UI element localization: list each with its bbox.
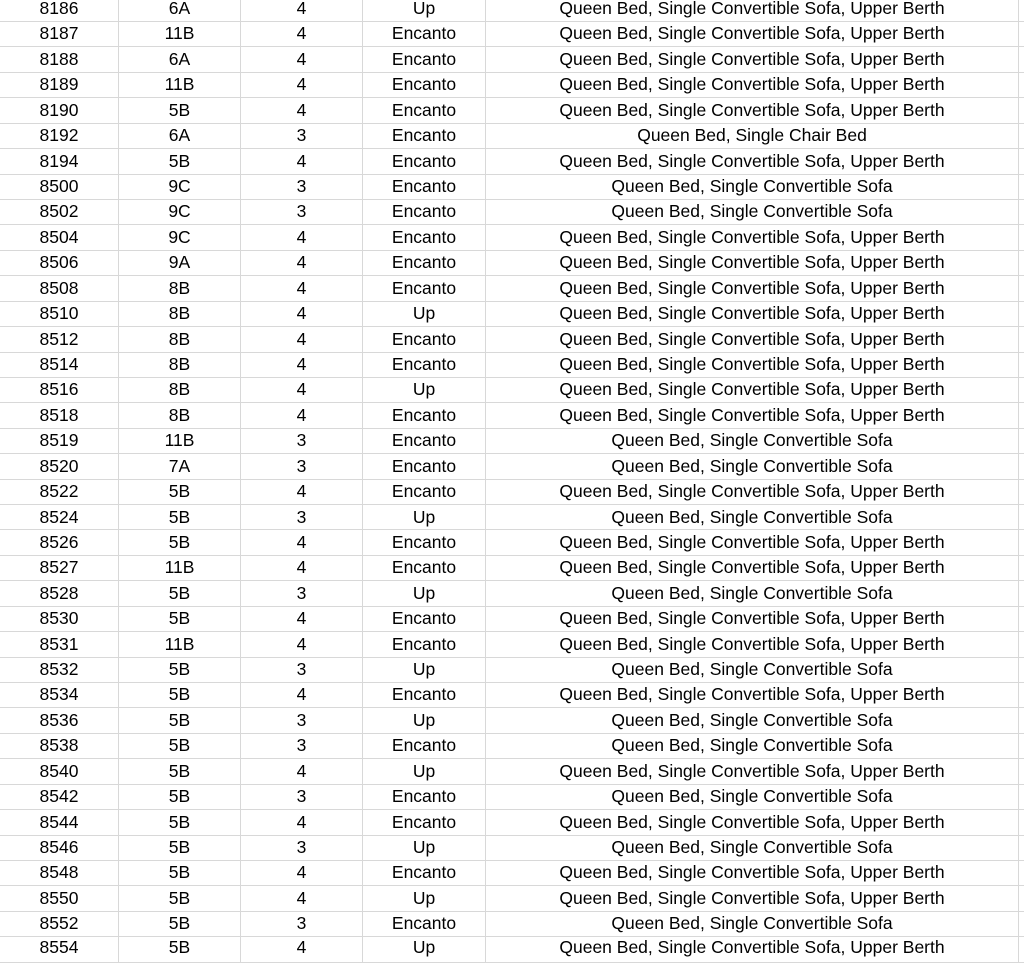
- cell-cabin-number[interactable]: 8190: [0, 98, 119, 122]
- cell-edge-sliver: [1019, 0, 1024, 21]
- cell-capacity[interactable]: 4: [241, 556, 363, 580]
- table-row: [0, 302, 1024, 327]
- table-row: [0, 429, 1024, 454]
- cell-category[interactable]: 6A: [119, 0, 241, 21]
- cell-capacity[interactable]: 3: [241, 175, 363, 199]
- cell-edge-sliver: [1019, 429, 1024, 453]
- cell-category[interactable]: 11B: [119, 556, 241, 580]
- cell-category[interactable]: 5B: [119, 708, 241, 732]
- cell-edge-sliver: [1019, 98, 1024, 122]
- cell-show[interactable]: Encanto: [363, 785, 486, 809]
- cell-bed-configuration[interactable]: Queen Bed, Single Convertible Sofa: [486, 912, 1019, 936]
- cell-show[interactable]: Encanto: [363, 480, 486, 504]
- cell-bed-configuration[interactable]: Queen Bed, Single Convertible Sofa, Upper Berth: [486, 759, 1019, 783]
- cell-bed-configuration[interactable]: Queen Bed, Single Convertible Sofa: [486, 200, 1019, 224]
- cell-category[interactable]: 6A: [119, 124, 241, 148]
- cell-bed-configuration[interactable]: Queen Bed, Single Convertible Sofa, Upper Berth: [486, 632, 1019, 656]
- cell-show[interactable]: Encanto: [363, 683, 486, 707]
- cell-category[interactable]: 5B: [119, 759, 241, 783]
- table-row: [0, 73, 1024, 98]
- cell-bed-configuration[interactable]: Queen Bed, Single Convertible Sofa, Upper Berth: [486, 353, 1019, 377]
- cell-cabin-number[interactable]: 8506: [0, 251, 119, 275]
- cell-capacity[interactable]: 4: [241, 0, 363, 21]
- table-row: [0, 200, 1024, 225]
- cell-edge-sliver: [1019, 225, 1024, 249]
- cell-show[interactable]: Encanto: [363, 530, 486, 554]
- cell-edge-sliver: [1019, 251, 1024, 275]
- cell-capacity[interactable]: 4: [241, 378, 363, 402]
- cell-show[interactable]: Encanto: [363, 861, 486, 885]
- cell-capacity[interactable]: 4: [241, 22, 363, 46]
- table-row: [0, 276, 1024, 301]
- cell-bed-configuration[interactable]: Queen Bed, Single Convertible Sofa: [486, 708, 1019, 732]
- cell-cabin-number[interactable]: 8526: [0, 530, 119, 554]
- cell-edge-sliver: [1019, 530, 1024, 554]
- cell-capacity[interactable]: 4: [241, 759, 363, 783]
- table-row: [0, 632, 1024, 657]
- cell-cabin-number[interactable]: 8502: [0, 200, 119, 224]
- cell-category[interactable]: 5B: [119, 658, 241, 682]
- cell-category[interactable]: 5B: [119, 505, 241, 529]
- cell-capacity[interactable]: 4: [241, 886, 363, 910]
- cell-show[interactable]: Encanto: [363, 98, 486, 122]
- cell-show[interactable]: Encanto: [363, 251, 486, 275]
- cell-edge-sliver: [1019, 836, 1024, 860]
- table-row: [0, 530, 1024, 555]
- cell-cabin-number[interactable]: 8186: [0, 0, 119, 21]
- cell-bed-configuration[interactable]: Queen Bed, Single Convertible Sofa, Upper Berth: [486, 73, 1019, 97]
- cell-edge-sliver: [1019, 759, 1024, 783]
- cell-show[interactable]: Up: [363, 836, 486, 860]
- cell-edge-sliver: [1019, 276, 1024, 300]
- cell-show[interactable]: Encanto: [363, 429, 486, 453]
- cell-show[interactable]: Up: [363, 658, 486, 682]
- table-row: [0, 734, 1024, 759]
- cell-show[interactable]: Up: [363, 581, 486, 605]
- cell-category[interactable]: 5B: [119, 836, 241, 860]
- cell-category[interactable]: 5B: [119, 861, 241, 885]
- cell-show[interactable]: Encanto: [363, 556, 486, 580]
- table-row: [0, 378, 1024, 403]
- cell-category[interactable]: 6A: [119, 47, 241, 71]
- cell-category[interactable]: 5B: [119, 581, 241, 605]
- cell-cabin-number[interactable]: 8538: [0, 734, 119, 758]
- cell-edge-sliver: [1019, 708, 1024, 732]
- cell-cabin-number[interactable]: 8522: [0, 480, 119, 504]
- cell-bed-configuration[interactable]: Queen Bed, Single Convertible Sofa, Upper Berth: [486, 810, 1019, 834]
- cell-capacity[interactable]: 4: [241, 810, 363, 834]
- table-row: [0, 454, 1024, 479]
- cell-capacity[interactable]: 3: [241, 708, 363, 732]
- cell-show[interactable]: Up: [363, 302, 486, 326]
- cell-show[interactable]: Encanto: [363, 454, 486, 478]
- cell-capacity[interactable]: 3: [241, 429, 363, 453]
- cell-show[interactable]: Up: [363, 937, 486, 961]
- table-row: [0, 708, 1024, 733]
- cell-cabin-number[interactable]: 8554: [0, 937, 119, 961]
- cell-capacity[interactable]: 3: [241, 658, 363, 682]
- cell-edge-sliver: [1019, 454, 1024, 478]
- table-row: [0, 581, 1024, 606]
- cell-capacity[interactable]: 4: [241, 73, 363, 97]
- cell-bed-configuration[interactable]: Queen Bed, Single Chair Bed: [486, 124, 1019, 148]
- cell-category[interactable]: 8B: [119, 353, 241, 377]
- cell-cabin-number[interactable]: 8500: [0, 175, 119, 199]
- cell-capacity[interactable]: 3: [241, 734, 363, 758]
- cell-category[interactable]: 11B: [119, 429, 241, 453]
- cell-category[interactable]: 8B: [119, 302, 241, 326]
- cell-edge-sliver: [1019, 505, 1024, 529]
- cell-edge-sliver: [1019, 22, 1024, 46]
- cell-capacity[interactable]: 4: [241, 251, 363, 275]
- cell-cabin-number[interactable]: 8542: [0, 785, 119, 809]
- cell-cabin-number[interactable]: 8531: [0, 632, 119, 656]
- cell-bed-configuration[interactable]: Queen Bed, Single Convertible Sofa, Upper Berth: [486, 251, 1019, 275]
- cell-edge-sliver: [1019, 556, 1024, 580]
- cell-edge-sliver: [1019, 302, 1024, 326]
- cell-capacity[interactable]: 3: [241, 124, 363, 148]
- cell-show[interactable]: Encanto: [363, 353, 486, 377]
- table-row: [0, 403, 1024, 428]
- cell-cabin-number[interactable]: 8540: [0, 759, 119, 783]
- cell-edge-sliver: [1019, 327, 1024, 351]
- cell-edge-sliver: [1019, 73, 1024, 97]
- table-row: [0, 785, 1024, 810]
- cell-cabin-number[interactable]: 8520: [0, 454, 119, 478]
- table-row: [0, 480, 1024, 505]
- cell-capacity[interactable]: 4: [241, 302, 363, 326]
- cell-capacity[interactable]: 4: [241, 632, 363, 656]
- table-row: [0, 505, 1024, 530]
- table-row: [0, 937, 1024, 962]
- cell-capacity[interactable]: 4: [241, 327, 363, 351]
- cell-show[interactable]: Up: [363, 886, 486, 910]
- table-row: [0, 759, 1024, 784]
- cell-bed-configuration[interactable]: Queen Bed, Single Convertible Sofa: [486, 429, 1019, 453]
- cell-capacity[interactable]: 4: [241, 276, 363, 300]
- cell-bed-configuration[interactable]: Queen Bed, Single Convertible Sofa, Upper Berth: [486, 327, 1019, 351]
- cell-show[interactable]: Up: [363, 505, 486, 529]
- cell-category[interactable]: 5B: [119, 98, 241, 122]
- cell-show[interactable]: Up: [363, 708, 486, 732]
- cell-show[interactable]: Encanto: [363, 225, 486, 249]
- cell-bed-configuration[interactable]: Queen Bed, Single Convertible Sofa: [486, 505, 1019, 529]
- table-row: [0, 251, 1024, 276]
- cell-show[interactable]: Encanto: [363, 175, 486, 199]
- cell-edge-sliver: [1019, 175, 1024, 199]
- cell-cabin-number[interactable]: 8550: [0, 886, 119, 910]
- cell-edge-sliver: [1019, 683, 1024, 707]
- cell-show[interactable]: Encanto: [363, 73, 486, 97]
- table-row: [0, 353, 1024, 378]
- cell-bed-configuration[interactable]: Queen Bed, Single Convertible Sofa: [486, 785, 1019, 809]
- cell-bed-configuration[interactable]: Queen Bed, Single Convertible Sofa: [486, 175, 1019, 199]
- cell-capacity[interactable]: 4: [241, 98, 363, 122]
- cell-category[interactable]: 8B: [119, 327, 241, 351]
- cell-show[interactable]: Up: [363, 0, 486, 21]
- cell-category[interactable]: 5B: [119, 480, 241, 504]
- cell-cabin-number[interactable]: 8508: [0, 276, 119, 300]
- cell-edge-sliver: [1019, 785, 1024, 809]
- cell-capacity[interactable]: 3: [241, 836, 363, 860]
- table-row: [0, 658, 1024, 683]
- cell-capacity[interactable]: 3: [241, 505, 363, 529]
- cell-capacity[interactable]: 4: [241, 225, 363, 249]
- cell-cabin-number[interactable]: 8544: [0, 810, 119, 834]
- cell-edge-sliver: [1019, 658, 1024, 682]
- cell-category[interactable]: 11B: [119, 22, 241, 46]
- cell-edge-sliver: [1019, 581, 1024, 605]
- cell-capacity[interactable]: 3: [241, 200, 363, 224]
- cell-category[interactable]: 5B: [119, 149, 241, 173]
- cell-bed-configuration[interactable]: Queen Bed, Single Convertible Sofa, Upper Berth: [486, 607, 1019, 631]
- cell-bed-configuration[interactable]: Queen Bed, Single Convertible Sofa, Upper Berth: [486, 530, 1019, 554]
- cell-category[interactable]: 11B: [119, 73, 241, 97]
- table-row: [0, 124, 1024, 149]
- cell-edge-sliver: [1019, 861, 1024, 885]
- cell-cabin-number[interactable]: 8189: [0, 73, 119, 97]
- cell-cabin-number[interactable]: 8546: [0, 836, 119, 860]
- table-row: [0, 607, 1024, 632]
- cell-edge-sliver: [1019, 810, 1024, 834]
- cell-bed-configuration[interactable]: Queen Bed, Single Convertible Sofa, Upper Berth: [486, 225, 1019, 249]
- table-row: [0, 149, 1024, 174]
- cell-bed-configuration[interactable]: Queen Bed, Single Convertible Sofa, Upper Berth: [486, 886, 1019, 910]
- cell-bed-configuration[interactable]: Queen Bed, Single Convertible Sofa, Upper Berth: [486, 47, 1019, 71]
- cell-show[interactable]: Encanto: [363, 632, 486, 656]
- cell-bed-configuration[interactable]: Queen Bed, Single Convertible Sofa, Upper Berth: [486, 480, 1019, 504]
- cell-capacity[interactable]: 4: [241, 480, 363, 504]
- cell-category[interactable]: 9C: [119, 175, 241, 199]
- cell-cabin-number[interactable]: 8510: [0, 302, 119, 326]
- cell-category[interactable]: 9C: [119, 225, 241, 249]
- cell-show[interactable]: Encanto: [363, 912, 486, 936]
- table-row: [0, 556, 1024, 581]
- cell-cabin-number[interactable]: 8552: [0, 912, 119, 936]
- cell-category[interactable]: 5B: [119, 937, 241, 961]
- cell-capacity[interactable]: 4: [241, 353, 363, 377]
- cell-show[interactable]: Up: [363, 759, 486, 783]
- cell-category[interactable]: 11B: [119, 632, 241, 656]
- table-row: [0, 22, 1024, 47]
- cell-cabin-number[interactable]: 8518: [0, 403, 119, 427]
- cell-cabin-number[interactable]: 8519: [0, 429, 119, 453]
- cell-show[interactable]: Encanto: [363, 327, 486, 351]
- cell-category[interactable]: 7A: [119, 454, 241, 478]
- cell-capacity[interactable]: 4: [241, 403, 363, 427]
- cell-edge-sliver: [1019, 378, 1024, 402]
- cell-category[interactable]: 5B: [119, 607, 241, 631]
- cell-cabin-number[interactable]: 8527: [0, 556, 119, 580]
- cell-bed-configuration[interactable]: Queen Bed, Single Convertible Sofa, Upper Berth: [486, 98, 1019, 122]
- cell-show[interactable]: Encanto: [363, 403, 486, 427]
- cell-capacity[interactable]: 4: [241, 149, 363, 173]
- cell-category[interactable]: 8B: [119, 403, 241, 427]
- table-row: [0, 836, 1024, 861]
- cell-bed-configuration[interactable]: Queen Bed, Single Convertible Sofa, Upper Berth: [486, 0, 1019, 21]
- cell-capacity[interactable]: 4: [241, 607, 363, 631]
- cell-show[interactable]: Encanto: [363, 149, 486, 173]
- table-row: [0, 175, 1024, 200]
- cell-capacity[interactable]: 4: [241, 683, 363, 707]
- cell-bed-configuration[interactable]: Queen Bed, Single Convertible Sofa: [486, 836, 1019, 860]
- cell-show[interactable]: Encanto: [363, 200, 486, 224]
- cell-edge-sliver: [1019, 200, 1024, 224]
- cell-category[interactable]: 5B: [119, 886, 241, 910]
- cell-cabin-number[interactable]: 8548: [0, 861, 119, 885]
- table-row: [0, 0, 1024, 22]
- cell-cabin-number[interactable]: 8534: [0, 683, 119, 707]
- cell-capacity[interactable]: 4: [241, 47, 363, 71]
- cell-category[interactable]: 5B: [119, 912, 241, 936]
- cell-category[interactable]: 8B: [119, 378, 241, 402]
- cell-cabin-number[interactable]: 8528: [0, 581, 119, 605]
- cell-category[interactable]: 8B: [119, 276, 241, 300]
- cell-bed-configuration[interactable]: Queen Bed, Single Convertible Sofa, Upper Berth: [486, 378, 1019, 402]
- table-row: [0, 225, 1024, 250]
- cell-show[interactable]: Encanto: [363, 607, 486, 631]
- cell-category[interactable]: 5B: [119, 785, 241, 809]
- cell-edge-sliver: [1019, 47, 1024, 71]
- cell-bed-configuration[interactable]: Queen Bed, Single Convertible Sofa, Upper Berth: [486, 403, 1019, 427]
- table-row: [0, 912, 1024, 937]
- cell-cabin-number[interactable]: 8192: [0, 124, 119, 148]
- table-row: [0, 810, 1024, 835]
- cell-bed-configuration[interactable]: Queen Bed, Single Convertible Sofa, Upper Berth: [486, 861, 1019, 885]
- cell-show[interactable]: Encanto: [363, 276, 486, 300]
- cell-bed-configuration[interactable]: Queen Bed, Single Convertible Sofa, Upper Berth: [486, 556, 1019, 580]
- cell-show[interactable]: Encanto: [363, 47, 486, 71]
- cell-bed-configuration[interactable]: Queen Bed, Single Convertible Sofa: [486, 454, 1019, 478]
- cell-show[interactable]: Up: [363, 378, 486, 402]
- cell-cabin-number[interactable]: 8532: [0, 658, 119, 682]
- cell-category[interactable]: 5B: [119, 683, 241, 707]
- cell-edge-sliver: [1019, 632, 1024, 656]
- cell-capacity[interactable]: 4: [241, 937, 363, 961]
- table-row: [0, 98, 1024, 123]
- cell-cabin-number[interactable]: 8530: [0, 607, 119, 631]
- table-row: [0, 683, 1024, 708]
- cell-edge-sliver: [1019, 124, 1024, 148]
- cell-cabin-number[interactable]: 8514: [0, 353, 119, 377]
- cell-show[interactable]: Encanto: [363, 734, 486, 758]
- cell-show[interactable]: Encanto: [363, 124, 486, 148]
- cell-cabin-number[interactable]: 8194: [0, 149, 119, 173]
- cell-bed-configuration[interactable]: Queen Bed, Single Convertible Sofa, Upper Berth: [486, 302, 1019, 326]
- cell-cabin-number[interactable]: 8524: [0, 505, 119, 529]
- table-row: [0, 47, 1024, 72]
- cell-category[interactable]: 9C: [119, 200, 241, 224]
- cell-capacity[interactable]: 4: [241, 530, 363, 554]
- cell-edge-sliver: [1019, 607, 1024, 631]
- cell-bed-configuration[interactable]: Queen Bed, Single Convertible Sofa, Upper Berth: [486, 683, 1019, 707]
- cell-cabin-number[interactable]: 8188: [0, 47, 119, 71]
- cell-cabin-number[interactable]: 8187: [0, 22, 119, 46]
- cell-edge-sliver: [1019, 912, 1024, 936]
- cell-capacity[interactable]: 3: [241, 912, 363, 936]
- cell-bed-configuration[interactable]: Queen Bed, Single Convertible Sofa, Upper Berth: [486, 149, 1019, 173]
- cell-bed-configuration[interactable]: Queen Bed, Single Convertible Sofa: [486, 658, 1019, 682]
- cell-edge-sliver: [1019, 734, 1024, 758]
- table-row: [0, 327, 1024, 352]
- cell-capacity[interactable]: 3: [241, 785, 363, 809]
- cell-capacity[interactable]: 3: [241, 581, 363, 605]
- cell-edge-sliver: [1019, 480, 1024, 504]
- table-row: [0, 861, 1024, 886]
- cell-show[interactable]: Encanto: [363, 810, 486, 834]
- cell-capacity[interactable]: 3: [241, 454, 363, 478]
- cell-edge-sliver: [1019, 149, 1024, 173]
- cell-bed-configuration[interactable]: Queen Bed, Single Convertible Sofa, Upper Berth: [486, 276, 1019, 300]
- cell-bed-configuration[interactable]: Queen Bed, Single Convertible Sofa: [486, 734, 1019, 758]
- cell-bed-configuration[interactable]: Queen Bed, Single Convertible Sofa: [486, 581, 1019, 605]
- cell-cabin-number[interactable]: 8512: [0, 327, 119, 351]
- cell-cabin-number[interactable]: 8536: [0, 708, 119, 732]
- cell-bed-configuration[interactable]: Queen Bed, Single Convertible Sofa, Upper Berth: [486, 937, 1019, 961]
- cell-edge-sliver: [1019, 886, 1024, 910]
- cell-cabin-number[interactable]: 8516: [0, 378, 119, 402]
- cell-edge-sliver: [1019, 353, 1024, 377]
- cell-cabin-number[interactable]: 8504: [0, 225, 119, 249]
- cell-capacity[interactable]: 4: [241, 861, 363, 885]
- table-row: [0, 886, 1024, 911]
- cell-edge-sliver: [1019, 403, 1024, 427]
- cell-category[interactable]: 5B: [119, 734, 241, 758]
- cell-bed-configuration[interactable]: Queen Bed, Single Convertible Sofa, Upper Berth: [486, 22, 1019, 46]
- cell-category[interactable]: 5B: [119, 530, 241, 554]
- cell-category[interactable]: 5B: [119, 810, 241, 834]
- cell-show[interactable]: Encanto: [363, 22, 486, 46]
- cell-category[interactable]: 9A: [119, 251, 241, 275]
